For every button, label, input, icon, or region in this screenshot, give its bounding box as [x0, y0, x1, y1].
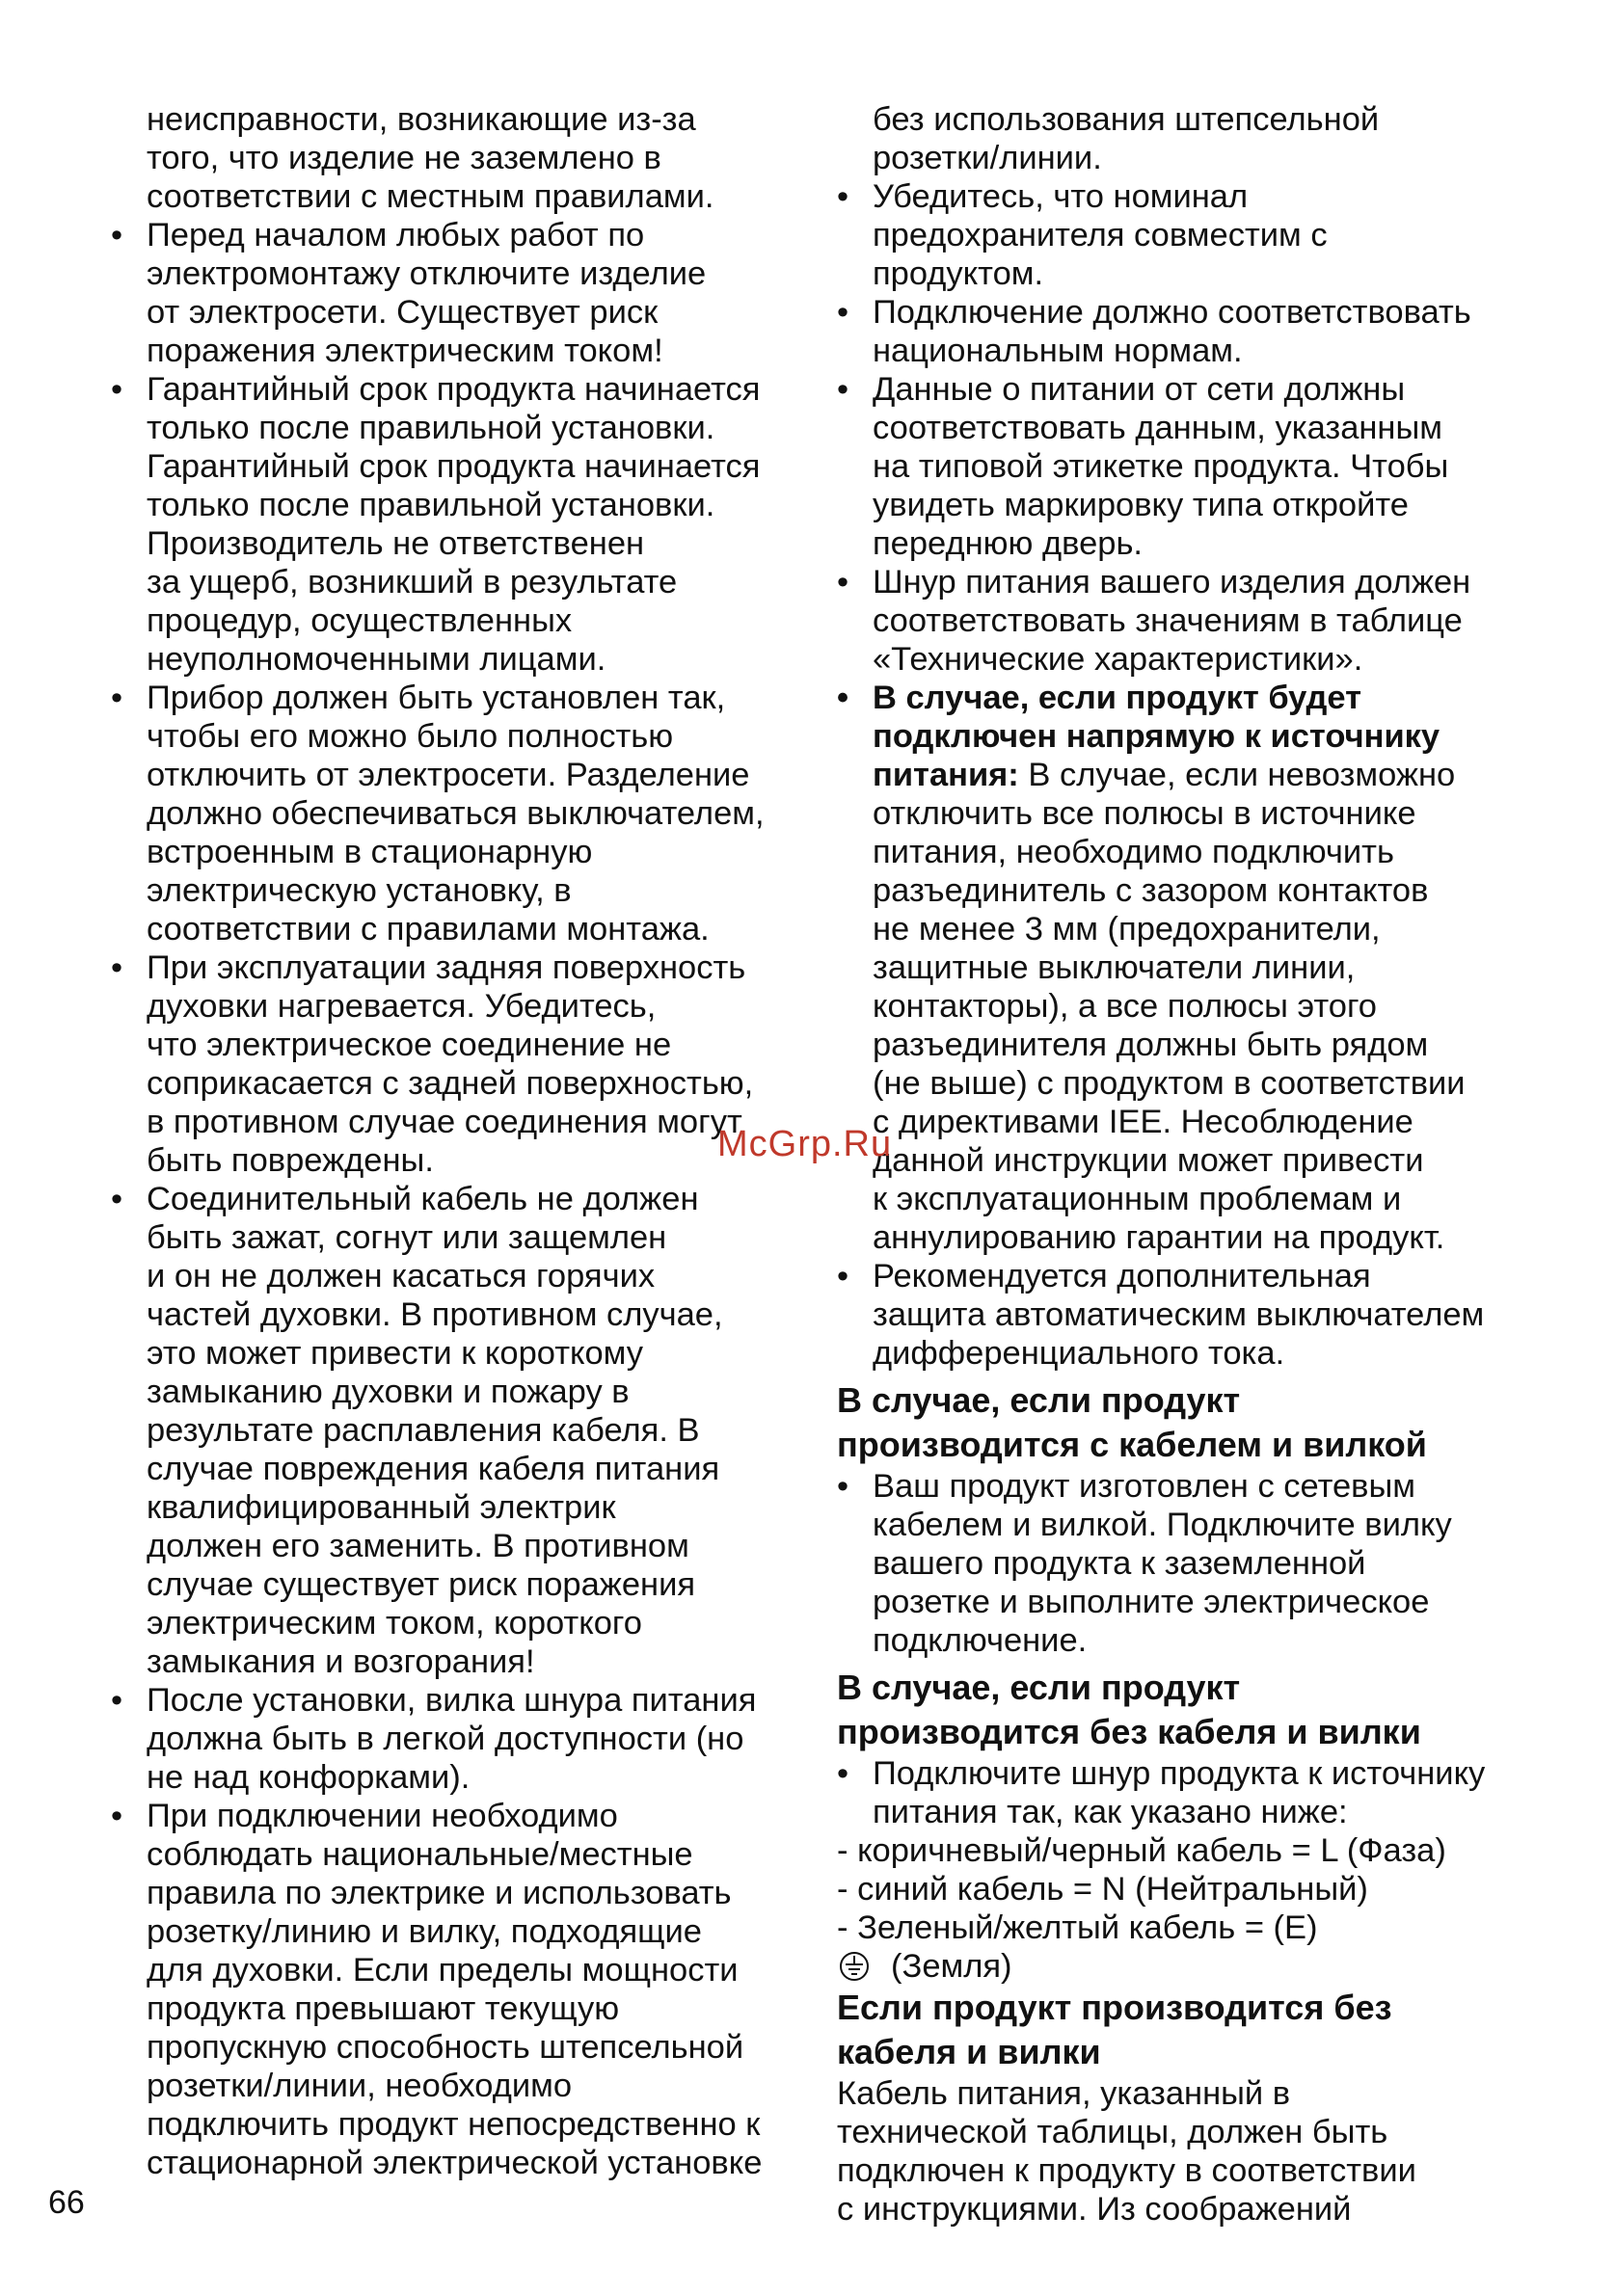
- text-line: Убедитесь, что номинал: [873, 178, 1249, 215]
- bullet-item: [837, 177, 1512, 216]
- text-line: быть зажат, согнут или защемлен: [147, 1219, 667, 1256]
- text-line: Соединительный кабель не должен: [147, 1181, 699, 1217]
- text-line: соблюдать национальные/местные: [147, 1836, 693, 1873]
- text-line: розетке и выполните электрическое: [873, 1584, 1430, 1620]
- text-line: технической таблицы, должен быть: [837, 2114, 1388, 2150]
- text-line: - Зеленый/желтый кабель = (E): [837, 1909, 1318, 1946]
- text-line: должна быть в легкой доступности (но: [147, 1721, 744, 1757]
- text-line: Перед началом любых работ по: [147, 217, 645, 254]
- earth-ground-icon: [839, 1951, 870, 1982]
- text-line: должно обеспечиваться выключателем,: [147, 795, 765, 832]
- text-line: питания, необходимо подключить: [873, 834, 1394, 870]
- text-line: к эксплуатационным проблемам и: [873, 1181, 1402, 1217]
- bullet-item: [837, 1467, 1512, 1506]
- text-line: подключен к продукту в соответствии: [837, 2152, 1416, 2189]
- bullet-item: [837, 370, 1512, 409]
- text-line: Прибор должен быть установлен так,: [147, 680, 726, 716]
- text-line: соответствовать значениям в таблице: [873, 602, 1463, 639]
- text-line: только после правильной установки.: [147, 410, 715, 446]
- text-line: замыканию духовки и пожару в: [147, 1374, 630, 1410]
- heading-line: В случае, если продукт: [837, 1668, 1241, 1707]
- text-line: продуктом.: [873, 255, 1044, 292]
- text-line: пропускную способность штепсельной: [147, 2029, 744, 2066]
- bold-text: В случае, если продукт будет: [873, 680, 1362, 716]
- text-line: увидеть маркировку типа откройте: [873, 487, 1409, 523]
- text-line: После установки, вилка шнура питания: [147, 1682, 757, 1719]
- text-span: В случае, если невозможно: [1018, 757, 1456, 793]
- text-line: электрическую установку, в: [147, 872, 572, 909]
- text-line: предохранителя совместим с: [873, 217, 1328, 254]
- text-line: розетки/линии, необходимо: [147, 2068, 573, 2104]
- text-line: защита автоматическим выключателем: [873, 1296, 1485, 1333]
- text-line: электрическим током, короткого: [147, 1605, 642, 1642]
- text-line: защитные выключатели линии,: [873, 949, 1356, 986]
- bullet-item: [111, 948, 791, 987]
- text-line: продукта превышают текущую: [147, 1990, 620, 2027]
- text-line: не менее 3 мм (предохранители,: [873, 911, 1381, 948]
- text-line: для духовки. Если пределы мощности: [147, 1952, 739, 1989]
- bullet-item: [111, 1180, 791, 1218]
- text-line: Гарантийный срок продукта начинается: [147, 448, 761, 485]
- text-line: неисправности, возникающие из-за: [147, 101, 696, 138]
- text-line: это может привести к короткому: [147, 1335, 644, 1372]
- bold-text: питания:: [873, 757, 1019, 793]
- text-line: того, что изделие не заземлено в: [147, 140, 661, 176]
- text-line: розетку/линию и вилку, подходящие: [147, 1913, 702, 1950]
- text-line: При эксплуатации задняя поверхность: [147, 949, 746, 986]
- text-line: только после правильной установки.: [147, 487, 715, 523]
- text-line: результате расплавления кабеля. В: [147, 1412, 700, 1449]
- text-line: квалифицированный электрик: [147, 1489, 616, 1526]
- text-line: (не выше) с продуктом в соответствии: [873, 1065, 1466, 1102]
- bullet-item: [837, 563, 1512, 601]
- text-line: без использования штепсельной: [873, 101, 1380, 138]
- bullet-item: [111, 679, 791, 717]
- text-line: Ваш продукт изготовлен с сетевым: [873, 1468, 1416, 1505]
- text-line: в противном случае соединения могут: [147, 1104, 742, 1140]
- text-line: должен его заменить. В противном: [147, 1528, 689, 1564]
- text-line: соответствии с местным правилами.: [147, 178, 714, 215]
- text-line: [837, 756, 1512, 794]
- text-line: розетки/линии.: [873, 140, 1102, 176]
- text-line: переднюю дверь.: [873, 525, 1144, 562]
- text-line: подключение.: [873, 1622, 1088, 1659]
- text-line: питания так, как указано ниже:: [873, 1794, 1348, 1830]
- bullet-item: [837, 679, 1512, 717]
- section-heading: [837, 1986, 1512, 2074]
- bullet-item: [837, 293, 1512, 332]
- text-line: разъединителя должны быть рядом: [873, 1027, 1429, 1063]
- text-line: от электросети. Существует риск: [147, 294, 659, 331]
- right-column: [837, 100, 1512, 2229]
- text-line: с инструкциями. Из соображений: [837, 2191, 1352, 2228]
- heading-line: производится с кабелем и вилкой: [837, 1425, 1427, 1464]
- heading-line: В случае, если продукт: [837, 1380, 1241, 1420]
- text-line: контакторы), а все полюсы этого: [873, 988, 1377, 1025]
- text-line: случае существует риск поражения: [147, 1566, 696, 1603]
- text-line: Гарантийный срок продукта начинается: [147, 371, 761, 408]
- bold-text: подключен напрямую к источнику: [873, 718, 1440, 755]
- text-line: Кабель питания, указанный в: [837, 2075, 1291, 2112]
- text-line: духовки нагревается. Убедитесь,: [147, 988, 657, 1025]
- text-line: Рекомендуется дополнительная: [873, 1258, 1371, 1295]
- text-line: национальным нормам.: [873, 333, 1243, 369]
- text-line: Подключение должно соответствовать: [873, 294, 1471, 331]
- bullet-item: [111, 216, 791, 254]
- earth-row: [837, 1947, 1512, 1986]
- left-column: [111, 100, 791, 2182]
- text-line: Подключите шнур продукта к источнику: [873, 1755, 1486, 1792]
- text-line: Данные о питании от сети должны: [873, 371, 1406, 408]
- bullet-item: [111, 370, 791, 409]
- heading-line: кабеля и вилки: [837, 2032, 1101, 2071]
- text-line: с директивами IEE. Несоблюдение: [873, 1104, 1413, 1140]
- text-line: за ущерб, возникший в результате: [147, 564, 678, 601]
- earth-label: (Земля): [891, 1948, 1012, 1985]
- section-heading: [837, 1378, 1512, 1467]
- text-line: процедур, осуществленных: [147, 602, 573, 639]
- bullet-item: [111, 1681, 791, 1720]
- text-line: данной инструкции может привести: [873, 1142, 1424, 1179]
- text-line: что электрическое соединение не: [147, 1027, 672, 1063]
- bullet-item: [837, 1257, 1512, 1295]
- text-line: замыкания и возгорания!: [147, 1643, 535, 1680]
- text-line: вашего продукта к заземленной: [873, 1545, 1366, 1582]
- bullet-item: [837, 1754, 1512, 1793]
- text-line: электромонтажу отключите изделие: [147, 255, 707, 292]
- text-line: случае повреждения кабеля питания: [147, 1451, 720, 1487]
- text-line: правила по электрике и использовать: [147, 1875, 732, 1911]
- text-line: дифференциального тока.: [873, 1335, 1285, 1372]
- text-line: соответствии с правилами монтажа.: [147, 911, 710, 948]
- text-line: неуполномоченными лицами.: [147, 641, 606, 678]
- watermark: McGrp.Ru: [717, 1124, 893, 1164]
- heading-line: Если продукт производится без: [837, 1988, 1392, 2027]
- text-line: Производитель не ответственен: [147, 525, 645, 562]
- text-line: - синий кабель = N (Нейтральный): [837, 1871, 1368, 1908]
- text-line: на типовой этикетке продукта. Чтобы: [873, 448, 1449, 485]
- text-line: частей духовки. В противном случае,: [147, 1296, 723, 1333]
- text-line: «Технические характеристики».: [873, 641, 1363, 678]
- text-line: встроенным в стационарную: [147, 834, 593, 870]
- page-number: 66: [48, 2184, 85, 2221]
- text-line: разъединитель с зазором контактов: [873, 872, 1429, 909]
- text-line: подключить продукт непосредственно к: [147, 2106, 761, 2143]
- text-line: Шнур питания вашего изделия должен: [873, 564, 1471, 601]
- text-line: быть повреждены.: [147, 1142, 434, 1179]
- text-line: соответствовать данным, указанным: [873, 410, 1442, 446]
- text-line: соприкасается с задней поверхностью,: [147, 1065, 754, 1102]
- text-line: поражения электрическим током!: [147, 333, 663, 369]
- text-line: чтобы его можно было полностью: [147, 718, 674, 755]
- section-heading: [837, 1666, 1512, 1754]
- text-line: аннулированию гарантии на продукт.: [873, 1219, 1445, 1256]
- text-line: кабелем и вилкой. Подключите вилку: [873, 1507, 1452, 1543]
- text-line: стационарной электрической установке: [147, 2145, 763, 2181]
- text-line: не над конфорками).: [147, 1759, 471, 1796]
- text-line: отключить все полюсы в источнике: [873, 795, 1416, 832]
- text-line: и он не должен касаться горячих: [147, 1258, 656, 1295]
- heading-line: производится без кабеля и вилки: [837, 1712, 1421, 1751]
- text-line: отключить от электросети. Разделение: [147, 757, 750, 793]
- bullet-item: [111, 1797, 791, 1835]
- text-line: При подключении необходимо: [147, 1798, 618, 1834]
- text-line: - коричневый/черный кабель = L (Фаза): [837, 1832, 1446, 1869]
